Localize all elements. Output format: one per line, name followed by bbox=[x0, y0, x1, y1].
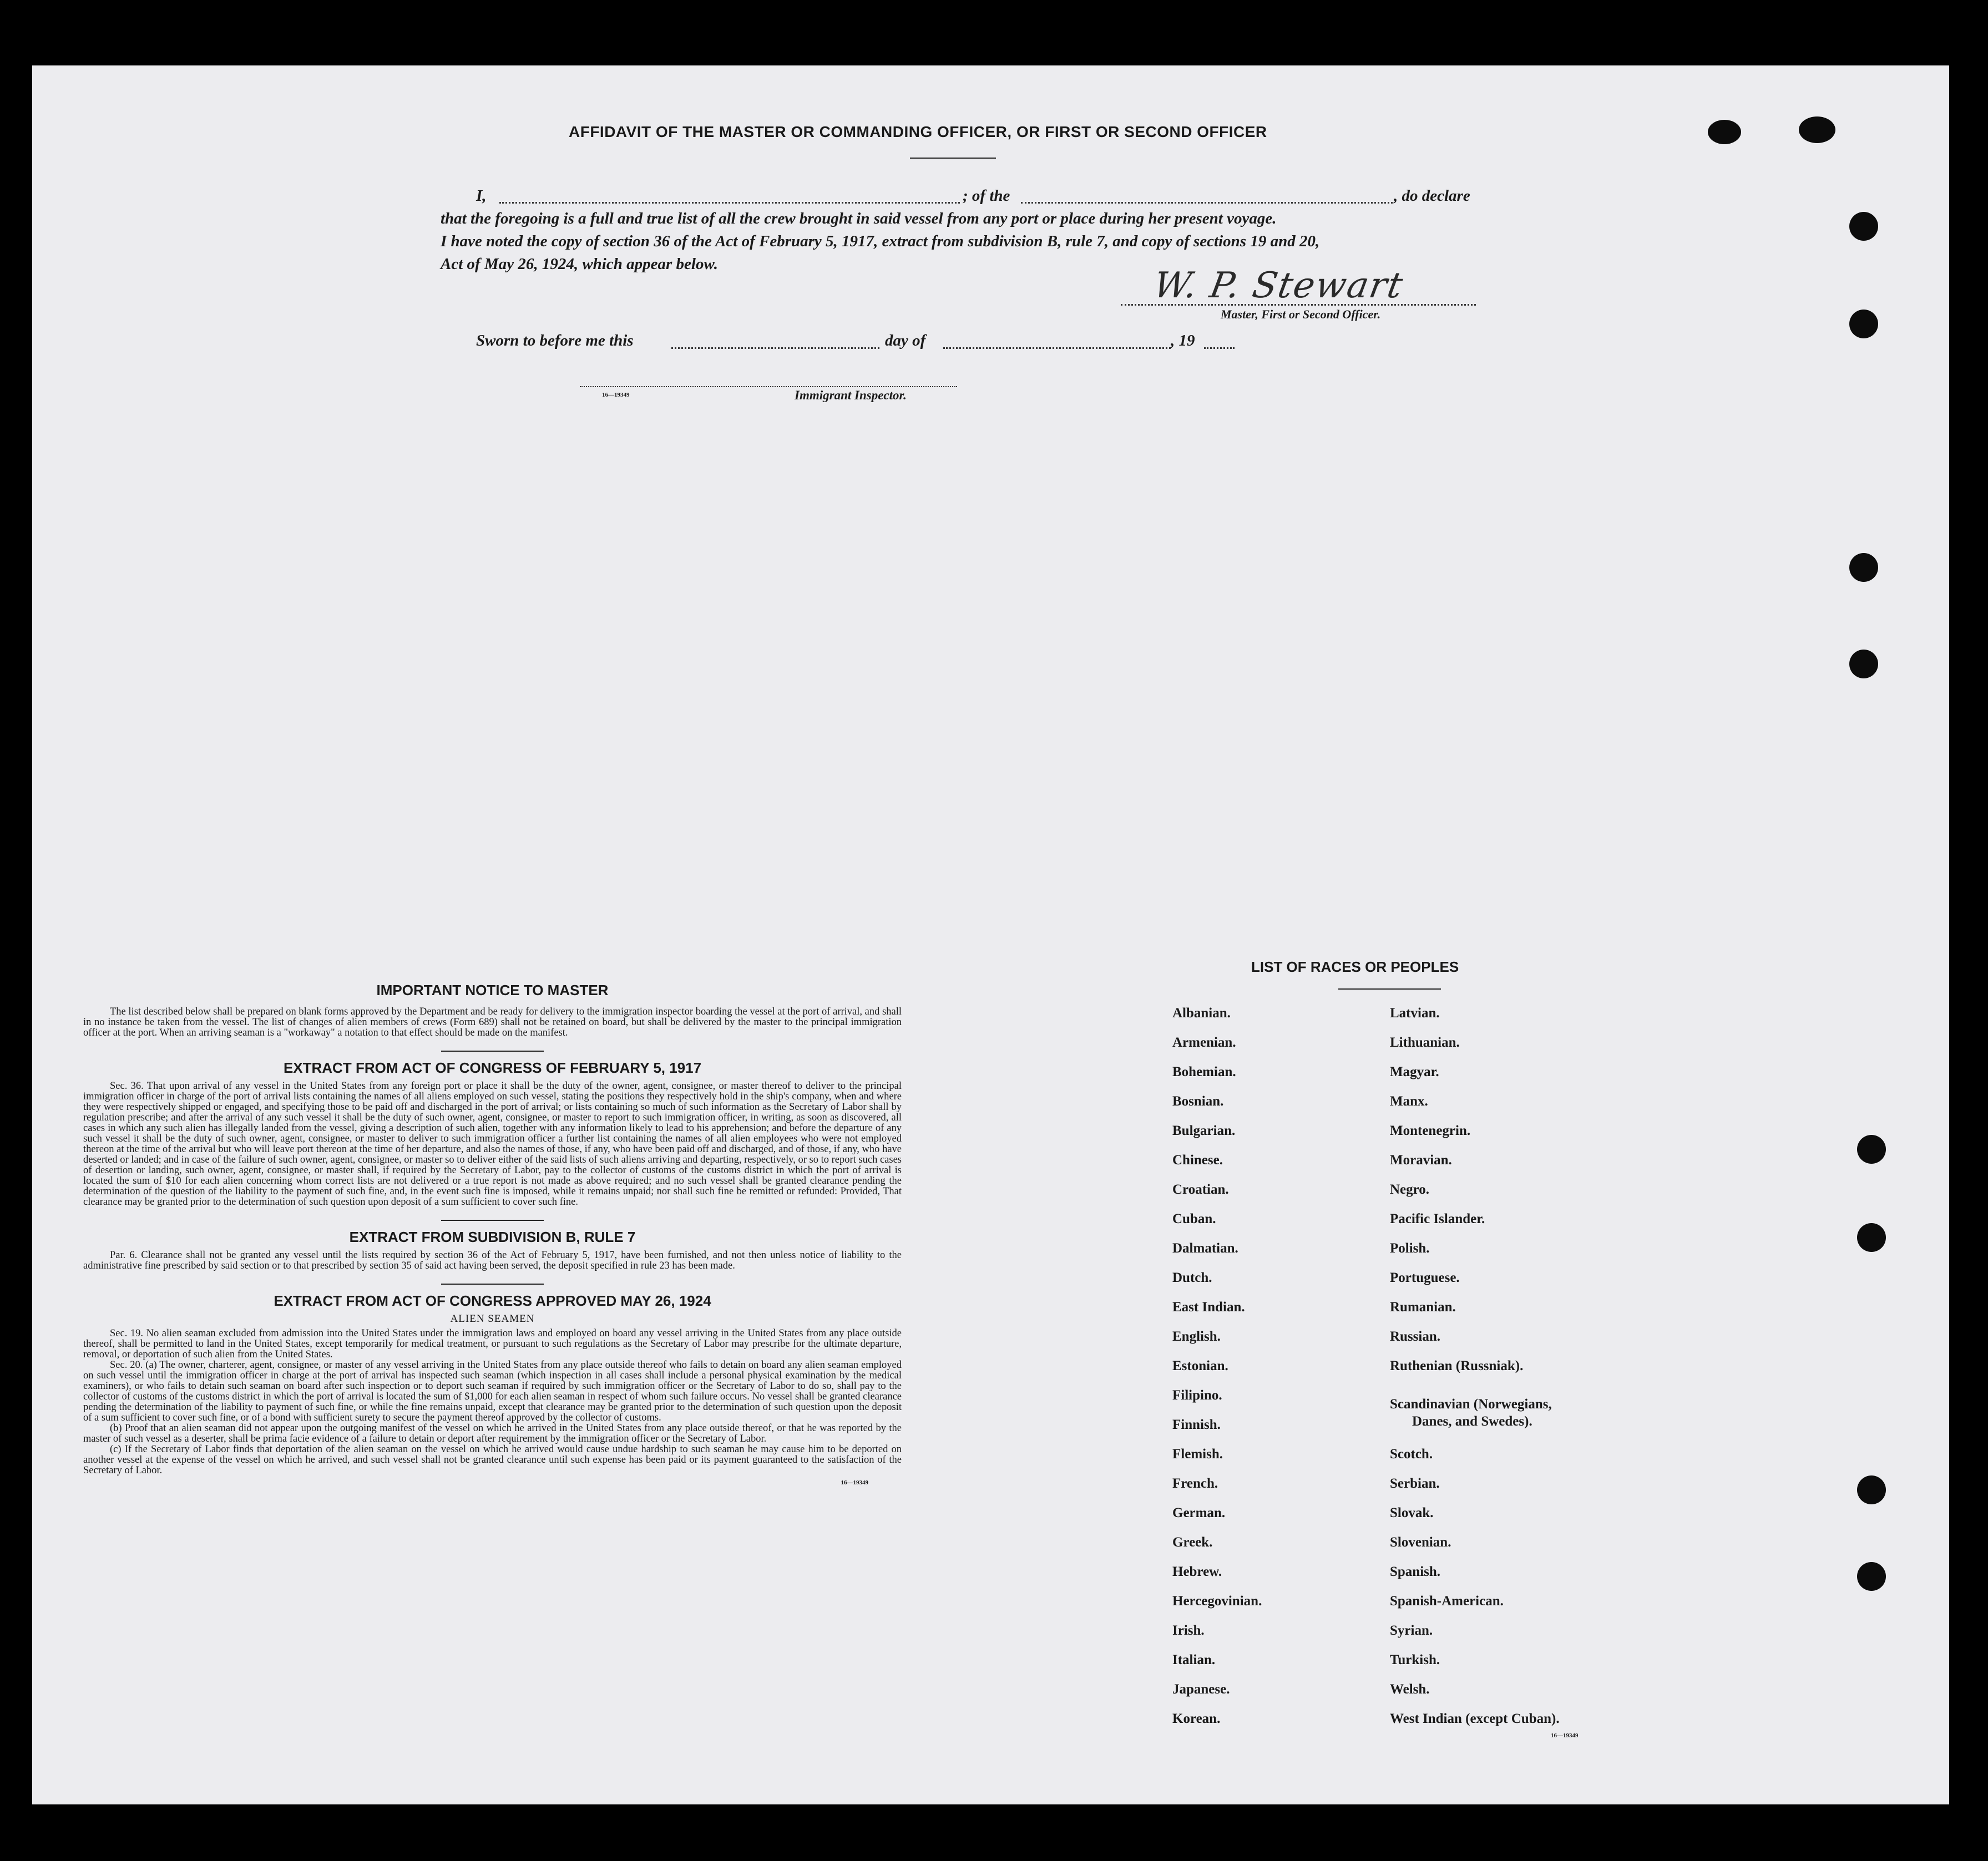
binder-hole bbox=[1857, 1135, 1886, 1164]
race-right: Ruthenian (Russniak). bbox=[1390, 1358, 1524, 1373]
binder-hole bbox=[1857, 1475, 1886, 1504]
race-left: Dutch. bbox=[1172, 1270, 1212, 1285]
race-left: Estonian. bbox=[1172, 1358, 1228, 1373]
affidavit-line2: that the foregoing is a full and true list of all the crew brought in said vessel from any port or place during her present voyage. bbox=[441, 210, 1277, 227]
binder-hole bbox=[1857, 1562, 1886, 1591]
extract-rule7-title: EXTRACT FROM SUBDIVISION B, RULE 7 bbox=[349, 1229, 636, 1245]
race-right: Slovenian. bbox=[1390, 1535, 1451, 1550]
binder-hole bbox=[1849, 310, 1878, 338]
race-left: Chinese. bbox=[1172, 1153, 1223, 1168]
race-right: Danes, and Swedes). bbox=[1412, 1414, 1532, 1429]
race-left: Bohemian. bbox=[1172, 1064, 1236, 1079]
race-left: Croatian. bbox=[1172, 1182, 1229, 1197]
binder-hole bbox=[1849, 650, 1878, 678]
race-right: Latvian. bbox=[1390, 1006, 1440, 1021]
sworn-month-blank bbox=[943, 347, 1171, 349]
race-right: Moravian. bbox=[1390, 1153, 1452, 1168]
race-right: Portuguese. bbox=[1390, 1270, 1460, 1285]
legal-column bbox=[83, 982, 902, 1486]
form-number: 16—19349 bbox=[602, 392, 630, 398]
binder-hole bbox=[1849, 553, 1878, 582]
races-title: LIST OF RACES OR PEOPLES bbox=[1251, 959, 1459, 975]
notice-text: The list described below shall be prepared on blank forms approved by the Department and be ready for delivery to the immigration inspector boarding the vessel at the port of arrival, and shall in no instance be taken from the vessel. The list of changes of alien members of crews (Form 689) shall not be retained on board, but shall be delivered by the master to the principal immigration officer at the port. When an arriving seaman is a "workaway" a notation to that effect should be made on the manifest. bbox=[83, 1006, 902, 1038]
race-left: East Indian. bbox=[1172, 1300, 1245, 1315]
binder-hole bbox=[1849, 212, 1878, 241]
name-blank bbox=[499, 202, 960, 204]
sec20b-text: (b) Proof that an alien seaman did not appear upon the outgoing manifest of the vessel on which he arrived in the United States from any place outside thereof, or that he was reported by the master of such vessel as a deserter, shall be prima facie evidence of a failure to detain or deport after requirement by the immigration officer or the Secretary of Labor. bbox=[83, 1423, 902, 1444]
race-left: Japanese. bbox=[1172, 1682, 1230, 1697]
binder-hole bbox=[1857, 1223, 1886, 1252]
race-right: Syrian. bbox=[1390, 1623, 1433, 1638]
divider bbox=[441, 1284, 544, 1285]
race-right: Scotch. bbox=[1390, 1447, 1433, 1462]
divider bbox=[1338, 988, 1441, 990]
race-right: Negro. bbox=[1390, 1182, 1430, 1197]
race-right: Russian. bbox=[1390, 1329, 1441, 1344]
sworn-year-blank bbox=[1204, 347, 1235, 349]
divider bbox=[910, 158, 996, 159]
sec20c-text: (c) If the Secretary of Labor finds that deportation of the alien seaman on the vessel on which he arrived would cause undue hardship to such seaman he may cause him to be deported on another vessel at the expense of the vessel on which he arrived, and such vessel shall not be granted clearance until such expense has been paid or its payment guaranteed to the satisfaction of the Secretary of Labor. bbox=[83, 1444, 902, 1476]
alien-seamen-subtitle: ALIEN SEAMEN bbox=[450, 1313, 535, 1325]
race-left: Hebrew. bbox=[1172, 1564, 1222, 1579]
race-left: Bulgarian. bbox=[1172, 1123, 1236, 1138]
affidavit-line4: Act of May 26, 1924, which appear below. bbox=[441, 255, 718, 273]
race-left: Korean. bbox=[1172, 1711, 1221, 1726]
affidavit-line3: I have noted the copy of section 36 of the Act of February 5, 1917, extract from subdivision B, rule 7, and copy of sections 19 and 20, bbox=[441, 232, 1320, 250]
sworn-day-of: day of bbox=[885, 332, 926, 349]
affidavit-i: I, bbox=[476, 187, 487, 205]
race-right: Pacific Islander. bbox=[1390, 1211, 1485, 1226]
race-left: German. bbox=[1172, 1505, 1226, 1520]
inspector-caption: Immigrant Inspector. bbox=[795, 388, 907, 402]
race-right: West Indian (except Cuban). bbox=[1390, 1711, 1560, 1726]
affidavit-title: AFFIDAVIT OF THE MASTER OR COMMANDING OFFICER, OR FIRST OR SECOND OFFICER bbox=[569, 123, 1267, 140]
sec19-text: Sec. 19. No alien seaman excluded from admission into the United States under the immigration laws and employed on board any vessel arriving in the United States from any place outside thereof, shall be permitted to land in the United States, except temporarily for medical treatment, or pursuant to such regulations as the Secretary of Labor may prescribe for the ultimate departure, removal, or deportation of such alien from the United States. bbox=[83, 1328, 902, 1360]
form-number: 16—19349 bbox=[1551, 1732, 1579, 1739]
sec20a-text: Sec. 20. (a) The owner, charterer, agent, consignee, or master of any vessel arriving in the United States from any place outside thereof who fails to detain on board any alien seaman employed on such vessel until the immigration officer in charge at the port of arrival has inspected such seaman (which inspection in all cases shall include a personal physical examination by the medical examiners), or who fails to detain such seaman on board after such inspection or to deport such seaman if required by such immigration officer or the Secretary of Labor to do so, shall pay to the collector of customs of the customs district in which the port of arrival is located the sum of $1,000 for each alien seaman in respect of whom such failure occurs. No vessel shall be granted clearance pending the determination of the liability to payment of such fine, or while the fine remains unpaid, except that clearance may be granted prior to the determination of such question upon the deposit of a sum sufficient to cover such fine, or of a bond with sufficient surety to secure the payment thereof approved by the collector of customs. bbox=[83, 1360, 902, 1423]
race-right: Montenegrin. bbox=[1390, 1123, 1471, 1138]
race-right: Spanish-American. bbox=[1390, 1594, 1504, 1609]
divider bbox=[441, 1220, 544, 1221]
divider bbox=[441, 1051, 544, 1052]
race-left: Finnish. bbox=[1172, 1417, 1221, 1432]
signature-caption: Master, First or Second Officer. bbox=[1221, 307, 1381, 321]
affidavit-of-the: ; of the bbox=[963, 187, 1010, 205]
form-number: 16—19349 bbox=[841, 1479, 868, 1486]
race-right: Rumanian. bbox=[1390, 1300, 1456, 1315]
sworn-day-blank bbox=[671, 347, 879, 349]
signature: W. P. Stewart bbox=[1150, 265, 1407, 306]
race-left: Dalmatian. bbox=[1172, 1241, 1238, 1256]
race-right: Polish. bbox=[1390, 1241, 1430, 1256]
race-left: Flemish. bbox=[1172, 1447, 1223, 1462]
race-left: Albanian. bbox=[1172, 1006, 1231, 1021]
race-right: Lithuanian. bbox=[1390, 1035, 1460, 1050]
affidavit-declare: , do declare bbox=[1394, 187, 1470, 205]
extract-1924-title: EXTRACT FROM ACT OF CONGRESS APPROVED MAY 26, 1924 bbox=[274, 1292, 711, 1309]
race-right: Manx. bbox=[1390, 1094, 1428, 1109]
sworn-year: , 19 bbox=[1171, 332, 1195, 349]
inspector-line bbox=[580, 386, 957, 387]
race-right: Scandinavian (Norwegians, bbox=[1390, 1397, 1552, 1412]
document-page bbox=[32, 65, 1949, 1804]
vessel-blank bbox=[1021, 202, 1393, 204]
race-left: Bosnian. bbox=[1172, 1094, 1224, 1109]
race-right: Welsh. bbox=[1390, 1682, 1430, 1697]
race-right: Slovak. bbox=[1390, 1505, 1434, 1520]
sworn-prefix: Sworn to before me this bbox=[476, 332, 634, 349]
signature-line bbox=[1121, 304, 1476, 306]
extract-rule7-text: Par. 6. Clearance shall not be granted any vessel until the lists required by section 36 of the Act of February 5, 1917, have been furnished, and not then unless notice of liability to the administrative fine prescribed by said section or to that prescribed by section 35 of said act having been served, the deposit specified in rule 23 has been made. bbox=[83, 1250, 902, 1271]
race-left: Filipino. bbox=[1172, 1388, 1222, 1403]
race-left: English. bbox=[1172, 1329, 1221, 1344]
race-right: Magyar. bbox=[1390, 1064, 1439, 1079]
race-left: French. bbox=[1172, 1476, 1218, 1491]
race-left: Greek. bbox=[1172, 1535, 1213, 1550]
extract-1917-text: Sec. 36. That upon arrival of any vessel in the United States from any foreign port or place it shall be the duty of the owner, agent, consignee, or master thereof to deliver to the principal immigration officer in charge of the port of arrival lists containing the names of all aliens employed on such vessel, stating the positions they respectively hold in the ship's company, when and where they were respectively shipped or engaged, and specifying those to be paid off and discharged in the port of arrival; or lists containing so much of such information as the Secretary of Labor shall by regulation prescribe; and after the arrival of any such vessel it shall be the duty of such owner, agent, consignee, or master to report to such immigration officer, in writing, as soon as discovered, all cases in which any such alien has illegally landed from the vessel, giving a description of such alien, together with any information likely to lead to his apprehension; and before the departure of any such vessel it shall be the duty of such owner, agent, consignee, or master to deliver to such immigration officer a further list containing the names of all alien employees who were not employed thereon at the time of the arrival but who will leave port thereon at the time of her departure, and also the names of those, if any, who have been paid off and discharged, and of those, if any, who have deserted or landed; and in case of the failure of such owner, agent, consignee, or master so to deliver either of the said lists of such aliens arriving and departing, respectively, or so to report such cases of desertion or landing, such owner, agent, consignee, or master shall, if required by the Secretary of Labor, pay to the collector of customs of the customs district in which the port of arrival is located the sum of $10 for each alien concerning whom correct lists are not delivered or a true report is not made as above required; and no such vessel shall be granted clearance pending the determination of the question of the liability to the payment of such fine, and, in the event such fine is imposed, while it remains unpaid; nor shall such fine be remitted or refunded: Provided, That clearance may be granted prior to the determination of such question upon deposit of a sum sufficient to cover such fine. bbox=[83, 1081, 902, 1208]
race-left: Irish. bbox=[1172, 1623, 1205, 1638]
race-right: Spanish. bbox=[1390, 1564, 1441, 1579]
race-right: Serbian. bbox=[1390, 1476, 1440, 1491]
ink-blot bbox=[1799, 116, 1835, 143]
extract-1917-title: EXTRACT FROM ACT OF CONGRESS OF FEBRUARY 5, 1917 bbox=[283, 1059, 702, 1076]
race-left: Cuban. bbox=[1172, 1211, 1216, 1226]
race-left: Armenian. bbox=[1172, 1035, 1236, 1050]
race-left: Hercegovinian. bbox=[1172, 1594, 1262, 1609]
race-right: Turkish. bbox=[1390, 1652, 1440, 1667]
ink-blot bbox=[1708, 120, 1741, 144]
race-left: Italian. bbox=[1172, 1652, 1216, 1667]
notice-title: IMPORTANT NOTICE TO MASTER bbox=[376, 982, 609, 998]
